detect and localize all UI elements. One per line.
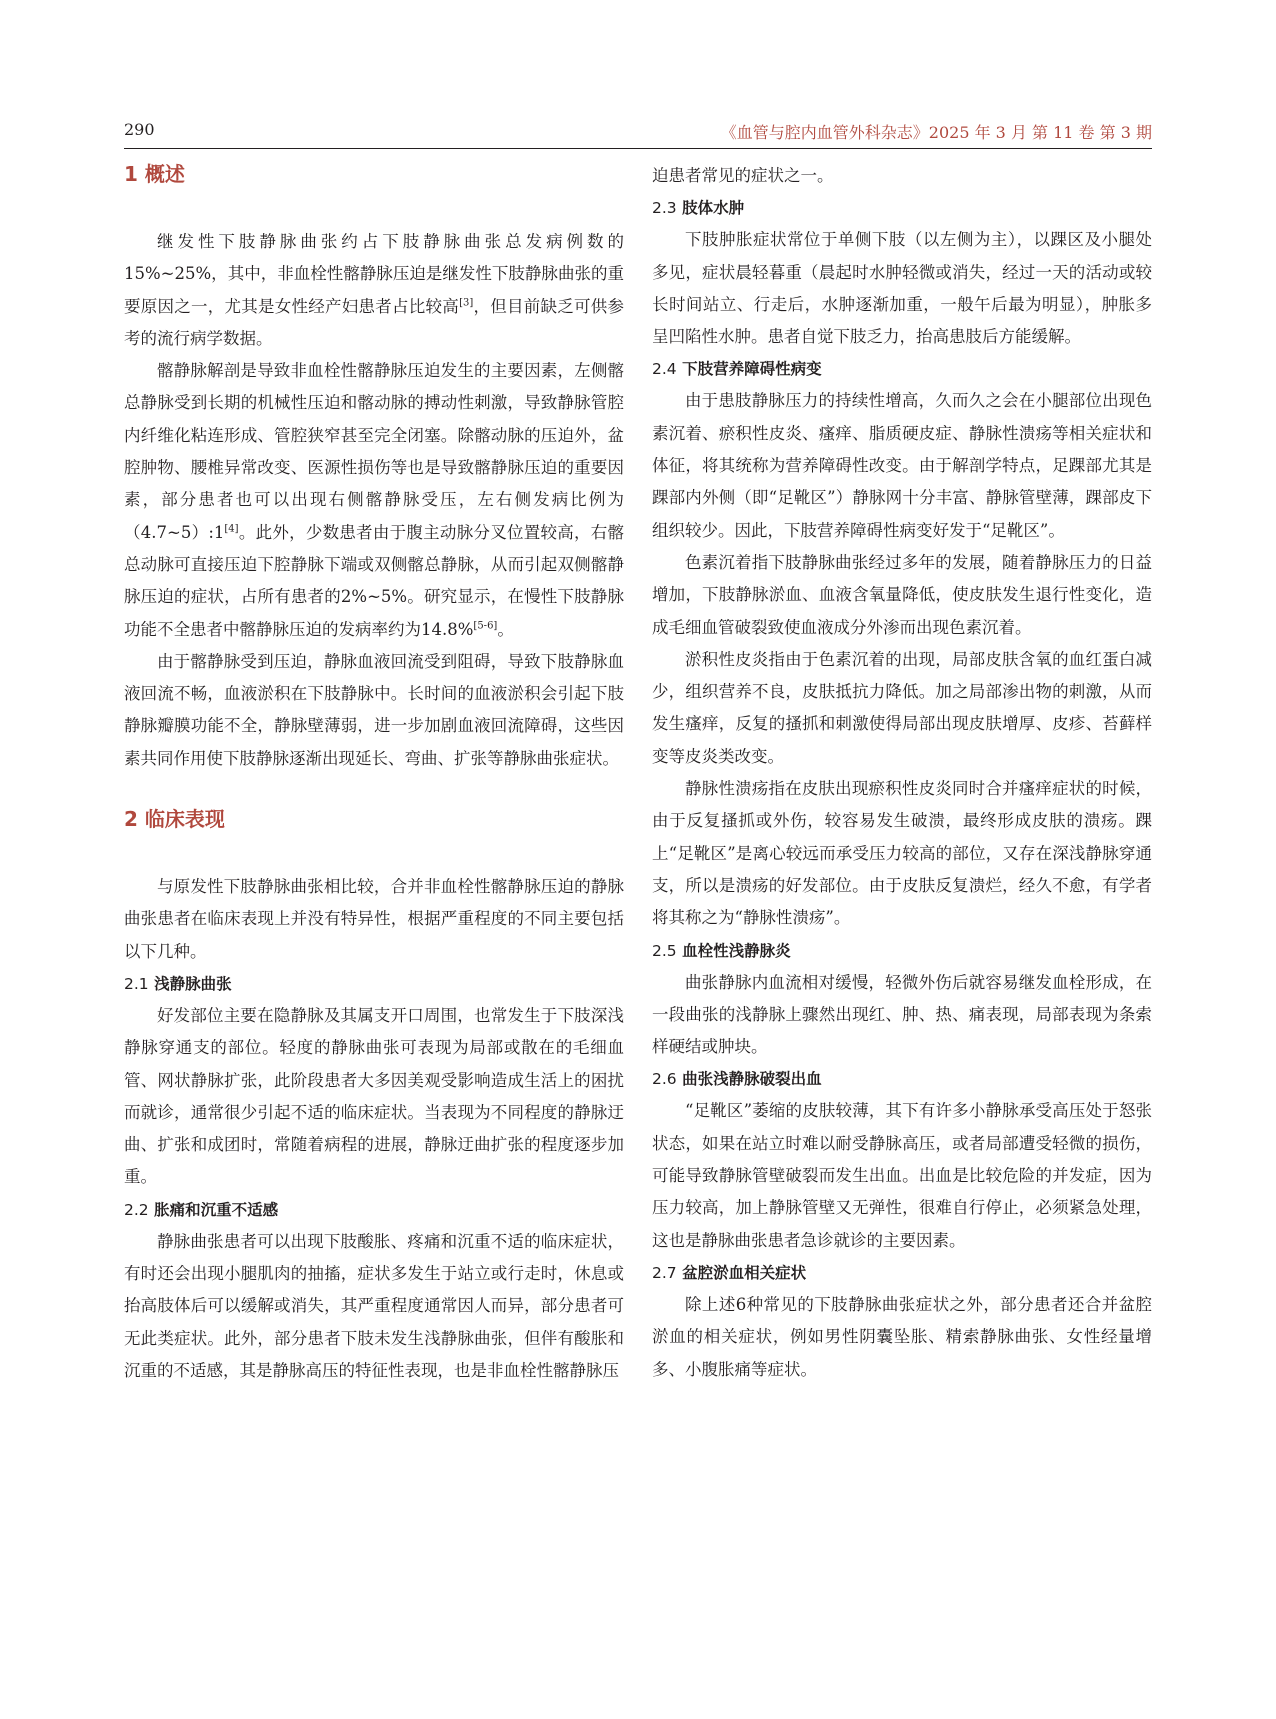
subsection-2-1-title: 2.1 浅静脉曲张 <box>124 974 232 993</box>
paragraph: 由于髂静脉受到压迫，静脉血液回流受到阻碍，导致下肢静脉血液回流不畅，血液淤积在下肢静脉中。长时间的血液淤积会引起下肢静脉瓣膜功能不全，静脉壁薄弱，进一步加剧血液回流障碍，这些因素共同作用使下肢静脉逐渐出现延长、弯曲、扩张等静脉曲张症状。 <box>124 651 624 768</box>
paragraph: 色素沉着指下肢静脉曲张经过多年的发展，随着静脉压力的日益增加，下肢静脉淤血、血液含氧量降低，使皮肤发生退行性变化，造成毛细血管破裂致使血液成分外渗而出现色素沉着。 <box>652 552 1152 637</box>
subsection-2-4-title: 2.4 下肢营养障碍性病变 <box>652 360 822 379</box>
paragraph: 好发部位主要在隐静脉及其属支开口周围，也常发生于下肢深浅静脉穿通支的部位。轻度的静脉曲张可表现为局部或散在的毛细血管、网状静脉扩张，此阶段患者大多因美观受影响造成生活上的困扰而就诊，通常很少引起不适的临床症状。当表现为不同程度的静脉迂曲、扩张和成团时，常随着病程的进展，静脉迂曲扩张的程度逐步加重。 <box>124 1005 624 1187</box>
paragraph: 曲张静脉内血流相对缓慢，轻微外伤后就容易继发血栓形成，在一段曲张的浅静脉上骤然出现红、肿、热、痛表现，局部表现为条索样硬结或肿块。 <box>652 972 1152 1057</box>
journal-citation: 《血管与腔内血管外科杂志》2025 年 3 月 第 11 卷 第 3 期 <box>720 123 1152 142</box>
paragraph: 继发性下肢静脉曲张约占下肢静脉曲张总发病例数的15%~25%，其中，非血栓性髂静脉压迫是继发性下肢静脉曲张的重要原因之一，尤其是女性经产妇患者占比较高[3]，但目前缺乏可供参考的流行病学数据。 <box>124 232 625 348</box>
section-1-title: 1 概述 <box>124 162 185 186</box>
right-column <box>652 160 1152 1386</box>
paragraph: “足靴区”萎缩的皮肤较薄，其下有许多小静脉承受高压处于怒张状态，如果在站立时难以耐受静脉高压，或者局部遭受轻微的损伤，可能导致静脉管壁破裂而发生出血。出血是比较危险的并发症，因为压力较高，加上静脉管壁又无弹性，很难自行停止，必须紧急处理，这也是静脉曲张患者急诊就诊的主要因素。 <box>652 1101 1152 1250</box>
subsection-2-2-title: 2.2 胀痛和沉重不适感 <box>124 1200 279 1219</box>
paragraph: 髂静脉解剖是导致非血栓性髂静脉压迫发生的主要因素，左侧髂总静脉受到长期的机械性压迫和髂动脉的搏动性刺激，导致静脉管腔内纤维化粘连形成、管腔狭窄甚至完全闭塞。除髂动脉的压迫外，盆腔肿物、腰椎异常改变、医源性损伤等也是导致髂静脉压迫的重要因素，部分患者也可以出现右侧髂静脉受压，左右侧发病比例为（4.7~5）:1[4]。此外，少数患者由于腹主动脉分叉位置较高，右髂总动脉可直接压迫下腔静脉下端或双侧髂总静脉，从而引起双侧髂静脉压迫的症状，占所有患者的2%~5%。研究显示，在慢性下肢静脉功能不全患者中髂静脉压迫的发病率约为14.8%[5-6]。 <box>124 361 625 639</box>
paragraph: 淤积性皮炎指由于色素沉着的出现，局部皮肤含氧的血红蛋白减少，组织营养不良，皮肤抵抗力降低。加之局部渗出物的刺激，从而发生瘙痒，反复的搔抓和刺激使得局部出现皮肤增厚、皮疹、苔藓样变等皮炎类改变。 <box>652 649 1152 766</box>
subsection-2-7-title: 2.7 盆腔淤血相关症状 <box>652 1263 807 1282</box>
paragraph: 与原发性下肢静脉曲张相比较，合并非血栓性髂静脉压迫的静脉曲张患者在临床表现上并没有特异性，根据严重程度的不同主要包括以下几种。 <box>124 877 624 961</box>
subsection-2-5-title: 2.5 血栓性浅静脉炎 <box>652 941 791 960</box>
paragraph: 迫患者常见的症状之一。 <box>652 166 834 185</box>
paragraph: 除上述6种常见的下肢静脉曲张症状之外，部分患者还合并盆腔淤血的相关症状，例如男性阴囊坠胀、精索静脉曲张、女性经量增多、小腹胀痛等症状。 <box>652 1294 1152 1379</box>
subsection-2-6-title: 2.6 曲张浅静脉破裂出血 <box>652 1070 822 1089</box>
paragraph: 静脉曲张患者可以出现下肢酸胀、疼痛和沉重不适的临床症状，有时还会出现小腿肌肉的抽搐，症状多发生于站立或行走时，休息或抬高肢体后可以缓解或消失，其严重程度通常因人而异，部分患者可无此类症状。此外，部分患者下肢未发生浅静脉曲张，但伴有酸胀和沉重的不适感，其是静脉高压的特征性表现，也是非血栓性髂静脉压 <box>124 1231 624 1380</box>
paragraph: 下肢肿胀症状常位于单侧下肢（以左侧为主），以踝区及小腿处多见，症状晨轻暮重（晨起时水肿轻微或消失，经过一天的活动或较长时间站立、行走后，水肿逐渐加重，一般午后最为明显），肿胀多呈凹陷性水肿。患者自觉下肢乏力，抬高患肢后方能缓解。 <box>652 230 1152 347</box>
paragraph: 由于患肢静脉压力的持续性增高，久而久之会在小腿部位出现色素沉着、瘀积性皮炎、瘙痒、脂质硬皮症、静脉性溃疡等相关症状和体征，将其统称为营养障碍性改变。由于解剖学特点，足踝部尤其是踝部内外侧（即“足靴区”）静脉网十分丰富、静脉管壁薄，踝部皮下组织较少。因此，下肢营养障碍性病变好发于“足靴区”。 <box>652 391 1152 540</box>
left-column <box>124 160 624 1387</box>
paragraph: 静脉性溃疡指在皮肤出现瘀积性皮炎同时合并瘙痒症状的时候，由于反复搔抓或外伤，较容易发生破溃，最终形成皮肤的溃疡。踝上“足靴区”是离心较远而承受压力较高的部位，又存在深浅静脉穿通支，所以是溃疡的好发部位。由于皮肤反复溃烂，经久不愈，有学者将其称之为“静脉性溃疡”。 <box>652 779 1152 928</box>
page-number: 290 <box>124 120 155 139</box>
subsection-2-3-title: 2.3 肢体水肿 <box>652 199 745 218</box>
page-header <box>124 118 1152 149</box>
section-2-title: 2 临床表现 <box>124 807 225 832</box>
